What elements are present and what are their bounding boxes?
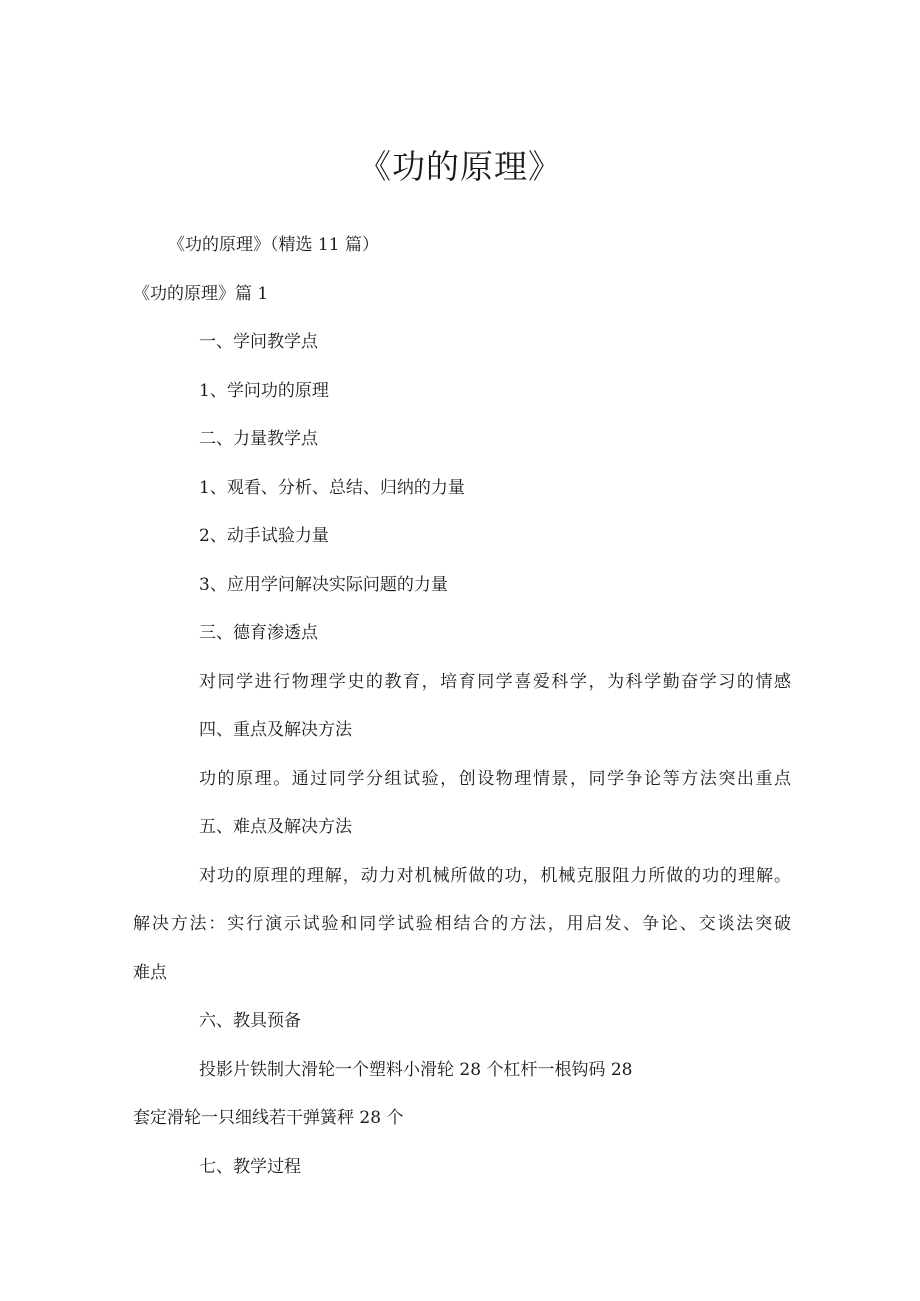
heading-moral-points: 三、德育渗透点 (199, 623, 318, 643)
paragraph: 难点 (133, 963, 167, 983)
document-title: 《功的原理》 (358, 147, 562, 186)
list-item: 1、观看、分析、总结、归纳的力量 (199, 478, 465, 498)
list-item: 2、动手试验力量 (199, 526, 329, 546)
list-item: 3、应用学问解决实际问题的力量 (199, 575, 448, 595)
section-heading: 《功的原理》篇 1 (133, 284, 269, 304)
paragraph: 解决方法：实行演示试验和同学试验相结合的方法，用启发、争论、交谈法突破 (133, 914, 791, 934)
heading-ability-points: 二、力量教学点 (199, 429, 318, 449)
heading-difficult-points: 五、难点及解决方法 (199, 817, 352, 837)
heading-knowledge-points: 一、学问教学点 (199, 332, 318, 352)
paragraph: 对同学进行物理学史的教育，培育同学喜爱科学，为科学勤奋学习的情感 (199, 672, 791, 692)
document-subtitle: 《功的原理》（精选 11 篇） (168, 235, 379, 255)
paragraph: 功的原理。通过同学分组试验，创设物理情景，同学争论等方法突出重点 (199, 769, 791, 789)
heading-teaching-aids: 六、教具预备 (199, 1011, 301, 1031)
paragraph: 对功的原理的理解，动力对机械所做的功，机械克服阻力所做的功的理解。 (199, 866, 791, 886)
paragraph: 套定滑轮一只细线若干弹簧秤 28 个 (133, 1108, 404, 1128)
paragraph: 投影片铁制大滑轮一个塑料小滑轮 28 个杠杆一根钩码 28 (199, 1060, 633, 1080)
heading-key-points: 四、重点及解决方法 (199, 720, 352, 740)
list-item: 1、学问功的原理 (199, 381, 329, 401)
heading-teaching-process: 七、教学过程 (199, 1157, 301, 1177)
